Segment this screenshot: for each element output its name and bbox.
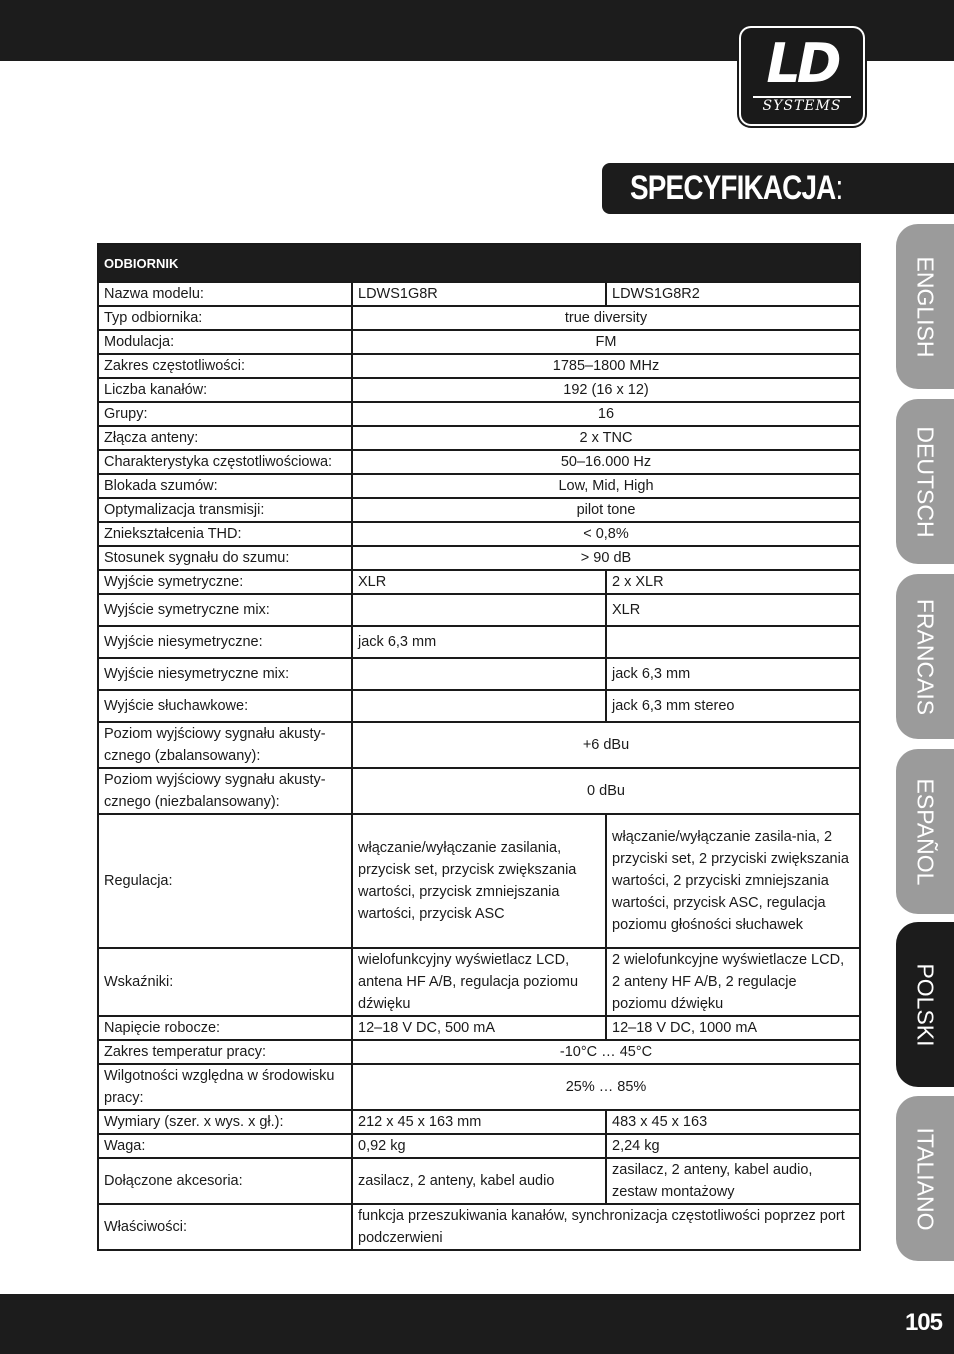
spec-value-cell: Low, Mid, High (352, 474, 860, 498)
spec-value-cell: 0,92 kg (352, 1134, 606, 1158)
spec-value-cell: 483 x 45 x 163 (606, 1110, 860, 1134)
spec-label-cell: Właściwości: (98, 1204, 352, 1250)
tab-francais[interactable] (896, 574, 954, 739)
spec-label-cell: Wskaźniki: (98, 948, 352, 1016)
table-row (98, 626, 860, 658)
table-row (98, 402, 860, 426)
table-header-row (98, 244, 860, 282)
spec-value-cell: 16 (352, 402, 860, 426)
spec-value-cell: 12–18 V DC, 500 mA (352, 1016, 606, 1040)
spec-value-cell: 2 wielofunkcyjne wyświetlacze LCD, 2 anteny HF A/B, 2 regulacje poziomu dźwięku (606, 948, 860, 1016)
spec-value-cell: włączanie/wyłączanie zasila-nia, 2 przyciski set, 2 przyciski zwiększania wartości, 2 przyciski zmniejszania wartości, przycisk ASC, regulacja poziomu głośności słuchawek (606, 814, 860, 948)
spec-label-cell: Zakres częstotliwości: (98, 354, 352, 378)
spec-label-cell: Stosunek sygnału do szumu: (98, 546, 352, 570)
spec-value-cell (352, 690, 606, 722)
tab-english[interactable] (896, 224, 954, 389)
table-header-cell: ODBIORNIK (98, 244, 860, 282)
spec-value-cell: jack 6,3 mm (606, 658, 860, 690)
page-title-colon: : (835, 169, 843, 207)
spec-value-cell: XLR (352, 570, 606, 594)
table-row (98, 690, 860, 722)
spec-label-cell: Wyjście niesymetryczne: (98, 626, 352, 658)
table-row (98, 474, 860, 498)
spec-value-cell: 212 x 45 x 163 mm (352, 1110, 606, 1134)
table-row (98, 1204, 860, 1250)
table-row (98, 426, 860, 450)
page-title (630, 169, 842, 208)
spec-value-cell: 50–16.000 Hz (352, 450, 860, 474)
spec-value-cell (606, 626, 860, 658)
spec-value-cell: pilot tone (352, 498, 860, 522)
table-row (98, 282, 860, 306)
table-row (98, 330, 860, 354)
spec-value-cell: 12–18 V DC, 1000 mA (606, 1016, 860, 1040)
spec-value-cell: 2,24 kg (606, 1134, 860, 1158)
spec-label-cell: Złącza anteny: (98, 426, 352, 450)
spec-value-cell: 2 x XLR (606, 570, 860, 594)
spec-value-cell: 192 (16 x 12) (352, 378, 860, 402)
spec-label-cell: Wyjście niesymetryczne mix: (98, 658, 352, 690)
spec-value-cell: FM (352, 330, 860, 354)
spec-value-cell: XLR (606, 594, 860, 626)
spec-value-cell: jack 6,3 mm stereo (606, 690, 860, 722)
spec-label-cell: Wyjście symetryczne: (98, 570, 352, 594)
spec-value-cell: < 0,8% (352, 522, 860, 546)
spec-label-cell: Optymalizacja transmisji: (98, 498, 352, 522)
spec-value-cell: włączanie/wyłączanie zasilania, przycisk set, przycisk zwiększania wartości, przycisk zmniejszania wartości, przycisk ASC (352, 814, 606, 948)
table-row (98, 658, 860, 690)
table-row (98, 354, 860, 378)
spec-label-cell: Wyjście słuchawkowe: (98, 690, 352, 722)
spec-label-cell: Dołączone akcesoria: (98, 1158, 352, 1204)
table-row (98, 570, 860, 594)
spec-value-cell: 0 dBu (352, 768, 860, 814)
spec-value-cell: jack 6,3 mm (352, 626, 606, 658)
spec-label-cell: Zakres temperatur pracy: (98, 1040, 352, 1064)
table-row (98, 546, 860, 570)
spec-label-cell: Nazwa modelu: (98, 282, 352, 306)
table-row (98, 378, 860, 402)
spec-label-cell: Wymiary (szer. x wys. x gł.): (98, 1110, 352, 1134)
spec-table (97, 243, 861, 1251)
tab-label: ITALIANO (912, 1126, 939, 1231)
spec-label-cell: Typ odbiornika: (98, 306, 352, 330)
table-row (98, 1158, 860, 1204)
spec-value-cell: LDWS1G8R2 (606, 282, 860, 306)
spec-value-cell (352, 594, 606, 626)
tab-label: ENGLISH (912, 256, 939, 357)
spec-value-cell: 1785–1800 MHz (352, 354, 860, 378)
bottom-bar (0, 1294, 954, 1354)
spec-value-cell: true diversity (352, 306, 860, 330)
spec-label-cell: Regulacja: (98, 814, 352, 948)
table-row (98, 522, 860, 546)
table-row (98, 594, 860, 626)
section-title-bar (602, 163, 954, 214)
spec-value-cell: zasilacz, 2 anteny, kabel audio, zestaw montażowy (606, 1158, 860, 1204)
spec-label-cell: Zniekształcenia THD: (98, 522, 352, 546)
page-number: 105 (904, 1309, 942, 1336)
spec-label-cell: Waga: (98, 1134, 352, 1158)
spec-value-cell: LDWS1G8R (352, 282, 606, 306)
tab-italiano[interactable] (896, 1096, 954, 1261)
spec-label-cell: Poziom wyjściowy sygnału akusty-cznego (niezbalansowany): (98, 768, 352, 814)
spec-label-cell: Blokada szumów: (98, 474, 352, 498)
spec-value-cell: -10°C … 45°C (352, 1040, 860, 1064)
table-row (98, 1040, 860, 1064)
table-row (98, 1016, 860, 1040)
logo-subtext: SYSTEMS (762, 98, 842, 114)
spec-label-cell: Napięcie robocze: (98, 1016, 352, 1040)
spec-value-cell: wielofunkcyjny wyświetlacz LCD, antena HF A/B, regulacja poziomu dźwięku (352, 948, 606, 1016)
spec-value-cell: +6 dBu (352, 722, 860, 768)
table-row (98, 1134, 860, 1158)
spec-label-cell: Modulacja: (98, 330, 352, 354)
spec-value-cell (352, 658, 606, 690)
spec-value-cell: 25% … 85% (352, 1064, 860, 1110)
spec-value-cell: > 90 dB (352, 546, 860, 570)
spec-label-cell: Wilgotności względna w środowisku pracy: (98, 1064, 352, 1110)
spec-label-cell: Wyjście symetryczne mix: (98, 594, 352, 626)
table-row (98, 814, 860, 948)
spec-value-cell: funkcja przeszukiwania kanałów, synchronizacja częstotliwości poprzez port podczerwieni (352, 1204, 860, 1250)
tab-label: FRANCAIS (912, 598, 939, 715)
logo-mark: LD (766, 32, 838, 95)
tab-label: POLSKI (912, 962, 939, 1047)
table-row (98, 1110, 860, 1134)
tab-espanol[interactable] (896, 749, 954, 914)
table-row (98, 768, 860, 814)
table-row (98, 948, 860, 1016)
page-title-text: SPECYFIKACJA (630, 169, 836, 207)
table-row (98, 498, 860, 522)
spec-value-cell: zasilacz, 2 anteny, kabel audio (352, 1158, 606, 1204)
spec-label-cell: Liczba kanałów: (98, 378, 352, 402)
spec-label-cell: Charakterystyka częstotliwościowa: (98, 450, 352, 474)
tab-deutsch[interactable] (896, 399, 954, 564)
table-row (98, 450, 860, 474)
spec-label-cell: Grupy: (98, 402, 352, 426)
tab-label: DEUTSCH (912, 425, 939, 538)
tab-label: ESPAÑOL (912, 778, 939, 885)
spec-label-cell: Poziom wyjściowy sygnału akusty-cznego (zbalansowany): (98, 722, 352, 768)
table-row (98, 306, 860, 330)
ld-systems-logo (741, 28, 863, 124)
table-row (98, 722, 860, 768)
tab-polski[interactable] (896, 922, 954, 1087)
spec-value-cell: 2 x TNC (352, 426, 860, 450)
table-row (98, 1064, 860, 1110)
